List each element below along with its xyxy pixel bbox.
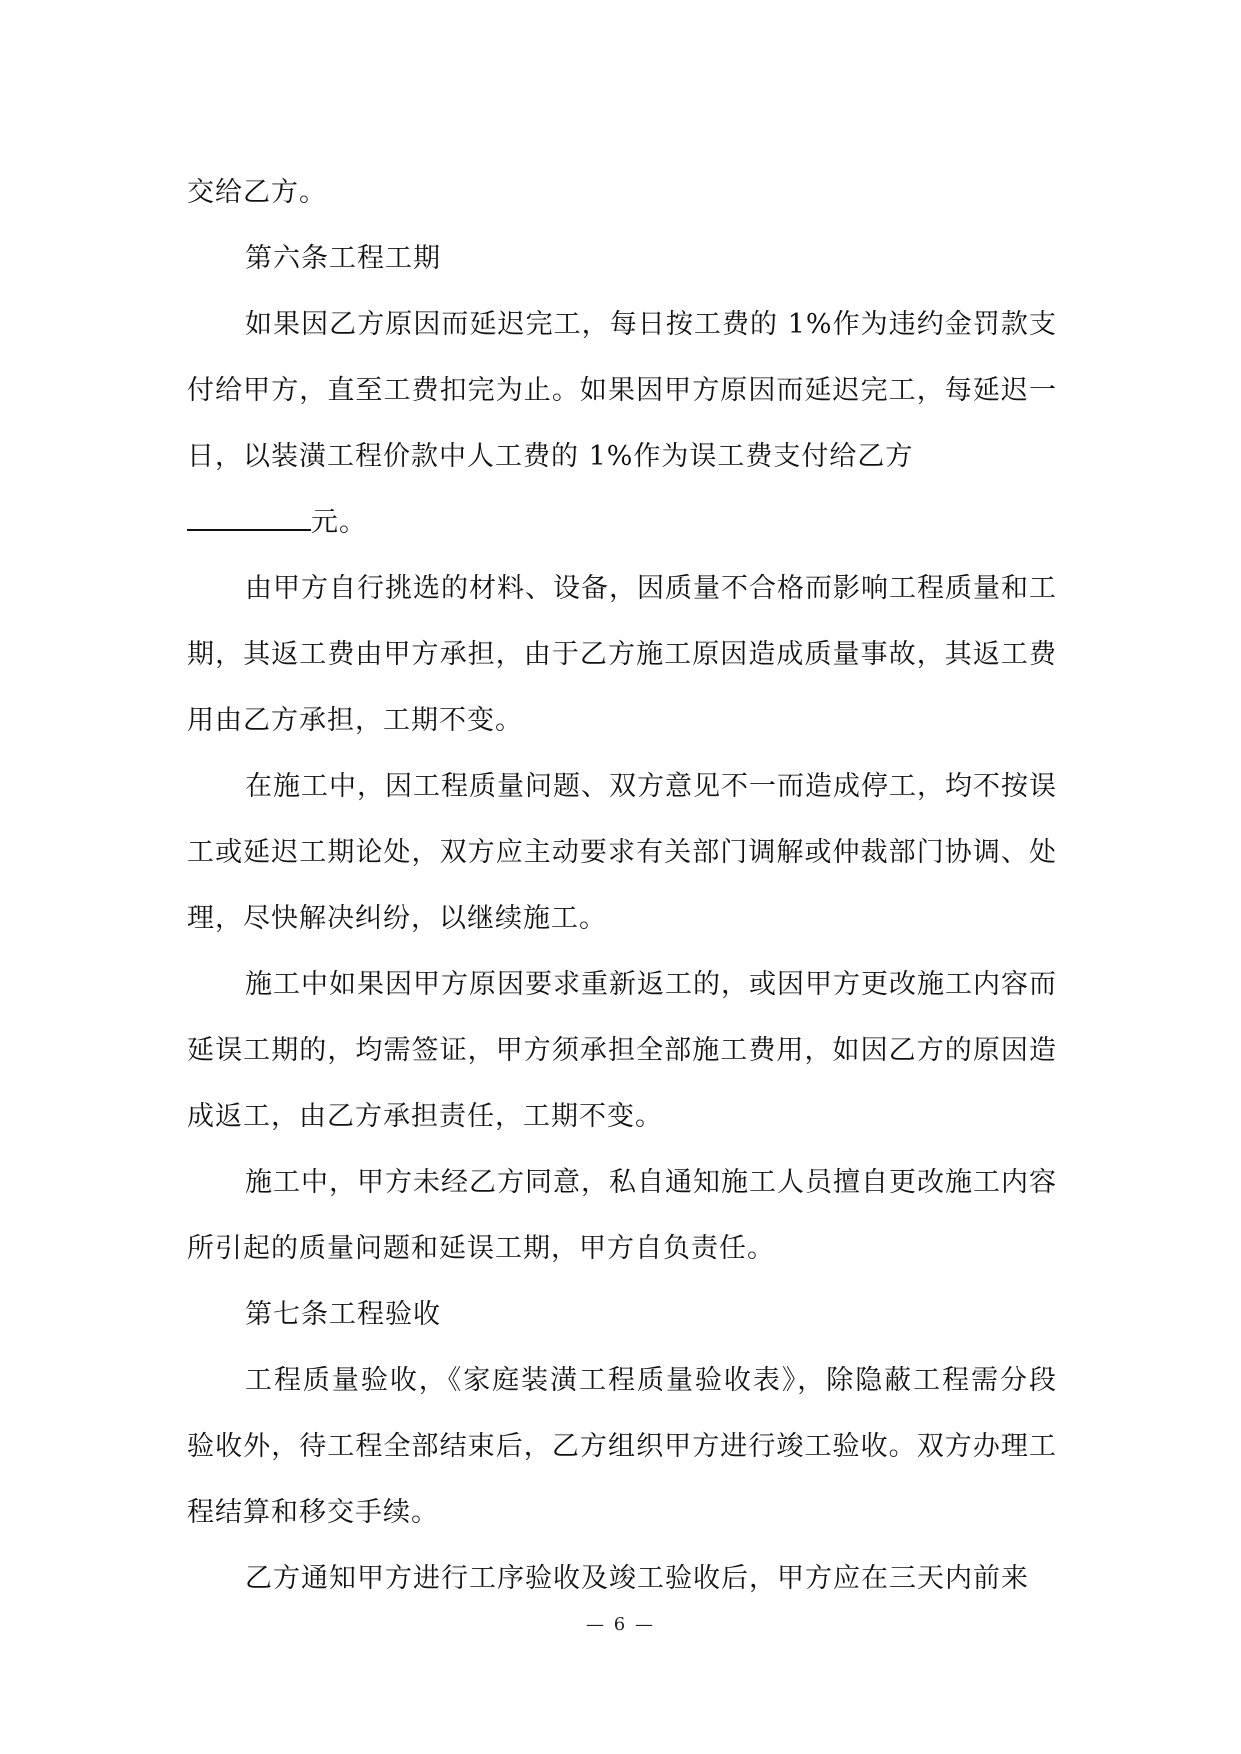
- paragraph-dispute: 在施工中，因工程质量问题、双方意见不一而造成停工，均不按误工或延迟工期论处，双方应主动要求有关部门调解或仲裁部门协调、处理，尽快解决纠纷，以继续施工。: [187, 771, 1057, 934]
- fill-in-blank: [187, 507, 311, 531]
- paragraph-delay-text: 如果因乙方原因而延迟完工，每日按工费的 1%作为违约金罚款支付给甲方，直至工费扣完为止。如果因甲方原因而延迟完工，每延迟一日，以装潢工程价款中人工费的 1%作为误工费支付给乙方: [187, 309, 1057, 472]
- paragraph-delay: [187, 292, 1057, 556]
- article-6-heading: 第六条工程工期: [245, 243, 441, 274]
- page-number: — 6 —: [586, 1614, 655, 1635]
- paragraph-rework: 施工中如果因甲方原因要求重新返工的，或因甲方更改施工内容而延误工期的，均需签证，甲方须承担全部施工费用，如因乙方的原因造成返工，由乙方承担责任，工期不变。: [187, 969, 1057, 1132]
- paragraph-acceptance: 工程质量验收，《家庭装潢工程质量验收表》，除隐蔽工程需分段验收外，待工程全部结束后，乙方组织甲方进行竣工验收。双方办理工程结算和移交手续。: [187, 1365, 1057, 1528]
- document-body: [187, 160, 1057, 1612]
- article-7-heading: 第七条工程验收: [245, 1299, 441, 1330]
- paragraph-unauthorized: 施工中，甲方未经乙方同意，私自通知施工人员擅自更改施工内容所引起的质量问题和延误工期，甲方自负责任。: [187, 1167, 1057, 1264]
- paragraph-notice: 乙方通知甲方进行工序验收及竣工验收后，甲方应在三天内前来: [245, 1563, 1029, 1594]
- lead-line: 交给乙方。: [187, 177, 327, 208]
- paragraph-delay-tail: 元。: [311, 507, 367, 538]
- paragraph-materials: 由甲方自行挑选的材料、设备，因质量不合格而影响工程质量和工期，其返工费由甲方承担，由于乙方施工原因造成质量事故，其返工费用由乙方承担，工期不变。: [187, 573, 1057, 736]
